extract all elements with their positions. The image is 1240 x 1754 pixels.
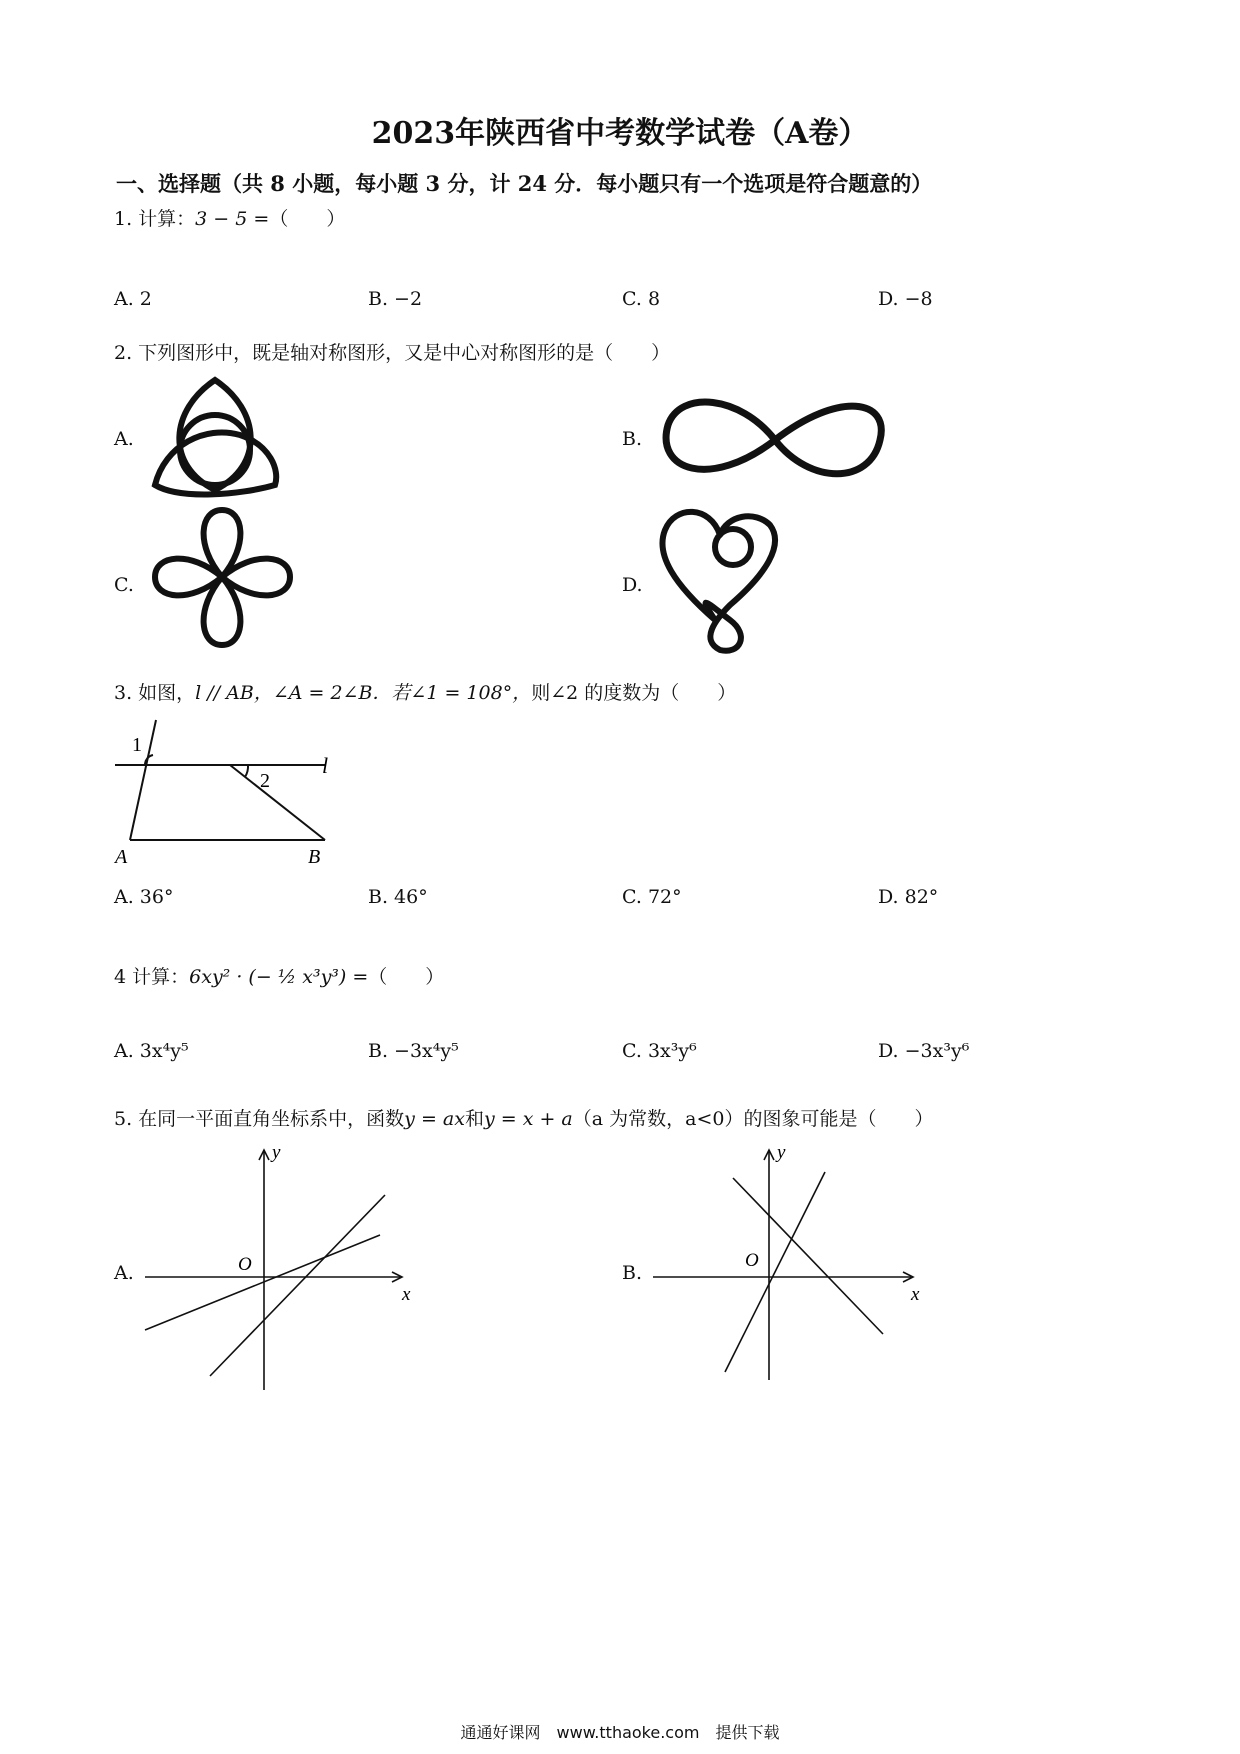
q3-option-b: B. 46° [368,886,428,908]
q1-prefix: 1. 计算： [114,208,196,230]
q3-option-d: D. 82° [878,886,939,908]
figure-four-leaf [150,505,295,650]
q3-option-c: C. 72° [622,886,682,908]
graph-a-y-label: y [272,1142,281,1163]
q4-option-b: B. −3x⁴y⁵ [368,1040,459,1062]
q3-math: l // AB，∠A = 2∠B．若∠1 = 108°， [195,682,532,704]
q5-prefix: 5. 在同一平面直角坐标系中，函数 [114,1108,405,1130]
page-footer: 通通好课网 www.tthaoke.com 提供下载 [460,1723,780,1742]
fig3-label-B: B [308,846,321,868]
fig3-label-A: A [115,846,128,868]
q1-suffix: （ ） [269,208,346,230]
graph-b-y-label: y [777,1142,786,1163]
q3-prefix: 3. 如图， [114,682,196,704]
q2-label-b: B. [622,428,643,450]
question-1-stem [114,204,345,231]
q1-option-d: D. −8 [878,288,933,310]
question-4-stem [114,962,444,989]
q5-mid: 和 [464,1108,484,1130]
q5-label-b: B. [622,1262,643,1284]
q5-math-1: y = ax [404,1108,465,1130]
q1-math: 3 − 5 = [195,208,270,230]
q2-label-c: C. [114,574,134,596]
q4-option-d: D. −3x³y⁶ [878,1040,970,1062]
graph-a-x-label: x [402,1284,411,1305]
q4-prefix: 4 计算： [114,966,190,988]
q2-label-a: A. [114,428,134,450]
q3-option-a: A. 36° [114,886,174,908]
q5-math-2: y = x + a [483,1108,573,1130]
figure-trapezoid [110,715,350,875]
graph-b-x-label: x [911,1284,920,1305]
figure-triquetra [145,375,285,495]
q4-math: 6xy² · (− ½ x³y³) = [189,966,369,988]
page-title: 2023年陕西省中考数学试卷（A卷） [371,116,869,151]
q5-label-a: A. [114,1262,134,1284]
figure-infinity [660,390,890,490]
q4-option-c: C. 3x³y⁶ [622,1040,697,1062]
graph-b-origin-label: O [745,1250,759,1271]
q4-option-a: A. 3x⁴y⁵ [114,1040,189,1062]
q5-suffix: （a 为常数，a<0）的图象可能是（ ） [572,1108,934,1130]
q1-option-a: A. 2 [114,288,152,310]
q3-suffix: 则∠2 的度数为（ ） [531,682,737,704]
graph-a [140,1140,420,1400]
fig3-label-l: l [322,753,329,778]
q1-option-b: B. −2 [368,288,423,310]
q1-option-c: C. 8 [622,288,661,310]
fig3-label-2: 2 [260,770,270,792]
figure-heart-loop [655,505,785,655]
q2-label-d: D. [622,574,643,596]
section-heading: 一、选择题（共 8 小题，每小题 3 分，计 24 分．每小题只有一个选项是符合题意的） [116,171,933,196]
graph-a-origin-label: O [238,1254,252,1275]
graph-b [645,1140,925,1390]
question-5-stem [114,1104,933,1131]
fig3-label-1: 1 [132,734,142,756]
q4-suffix: （ ） [368,966,445,988]
question-3-stem [114,678,736,705]
question-2-stem: 2. 下列图形中，既是轴对称图形，又是中心对称图形的是（ ） [114,342,671,364]
